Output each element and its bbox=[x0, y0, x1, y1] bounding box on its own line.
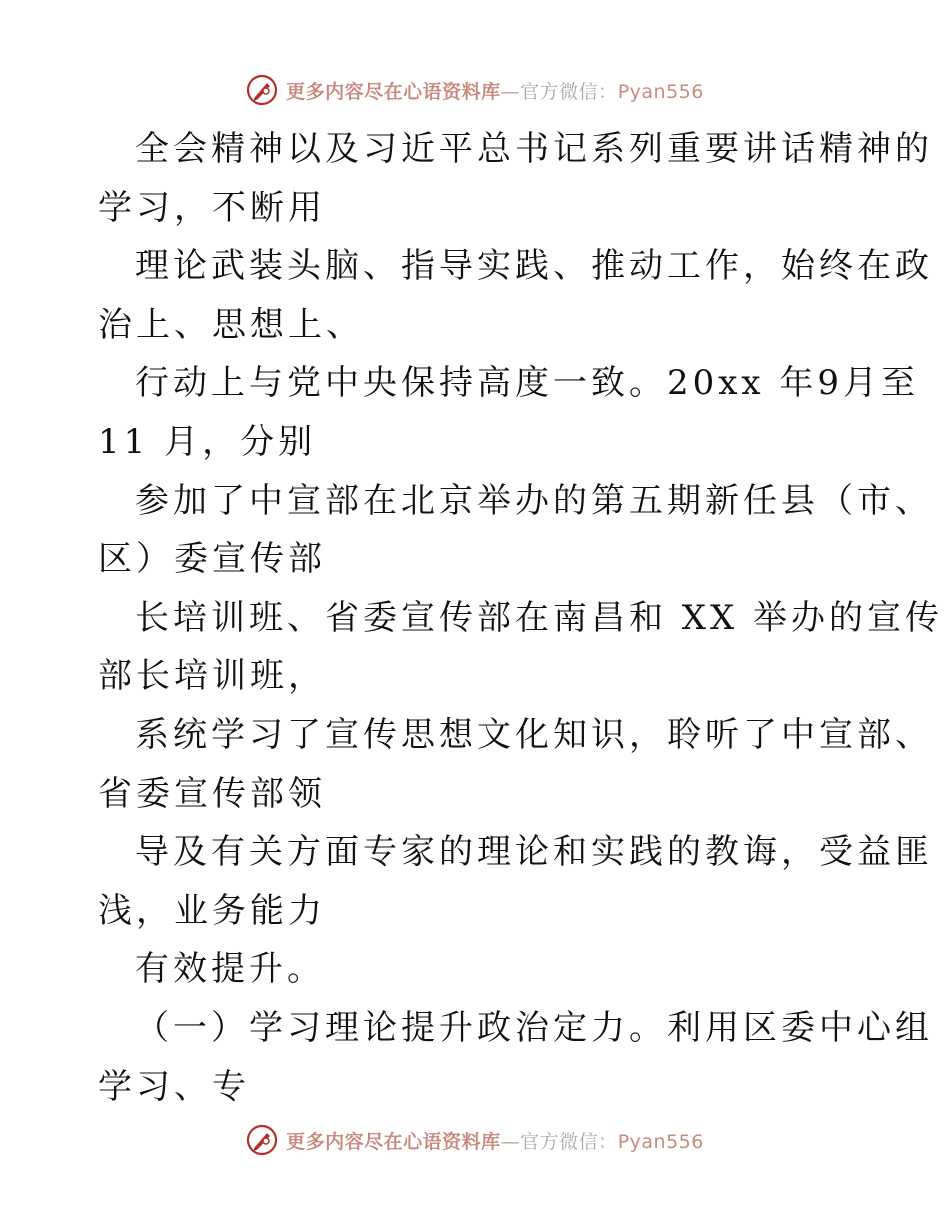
banner-dash: — bbox=[500, 1130, 521, 1153]
text-line: 理论武装头脑、指导实践、推动工作，始终在政 bbox=[135, 246, 933, 287]
document-body bbox=[98, 120, 944, 1116]
site-text: 更多内容尽在心语资料库 bbox=[286, 80, 501, 103]
text-line: 学习，不断用 bbox=[98, 187, 326, 228]
header-banner bbox=[0, 70, 950, 110]
text-line: 学习、专 bbox=[98, 1066, 250, 1107]
wechat-id: Pyan556 bbox=[617, 1130, 704, 1153]
header-banner-text bbox=[286, 77, 704, 104]
wechat-id: Pyan556 bbox=[617, 80, 704, 103]
text-line: 参加了中宣部在北京举办的第五期新任县（市、 bbox=[135, 480, 933, 521]
banner-dash: — bbox=[500, 80, 521, 103]
text-line: 行动上与党中央保持高度一致。20xx 年9月至 bbox=[135, 363, 920, 404]
text-line: （一）学习理论提升政治定力。利用区委中心组 bbox=[135, 1007, 933, 1048]
text-line: 区）委宣传部 bbox=[98, 539, 326, 580]
text-line: 导及有关方面专家的理论和实践的教诲，受益匪 bbox=[135, 832, 933, 873]
pen-logo-icon bbox=[246, 74, 278, 106]
footer-banner bbox=[0, 1120, 950, 1160]
text-line: 有效提升。 bbox=[135, 949, 325, 990]
text-line: 全会精神以及习近平总书记系列重要讲话精神的 bbox=[135, 129, 933, 169]
pen-logo-icon bbox=[246, 1124, 278, 1156]
text-line: 长培训班、省委宣传部在南昌和 XX 举办的宣传 bbox=[135, 597, 944, 638]
footer-banner-text bbox=[286, 1127, 704, 1154]
text-line: 系统学习了宣传思想文化知识，聆听了中宣部、 bbox=[135, 714, 933, 755]
text-line: 11 月，分别 bbox=[98, 421, 317, 462]
text-line: 部长培训班， bbox=[98, 656, 326, 697]
wechat-label: 官方微信： bbox=[520, 1130, 618, 1153]
site-text: 更多内容尽在心语资料库 bbox=[286, 1130, 501, 1153]
text-line: 治上、思想上、 bbox=[98, 304, 364, 345]
text-line: 浅，业务能力 bbox=[98, 890, 326, 931]
text-line: 省委宣传部领 bbox=[98, 773, 326, 814]
wechat-label: 官方微信： bbox=[520, 80, 618, 103]
